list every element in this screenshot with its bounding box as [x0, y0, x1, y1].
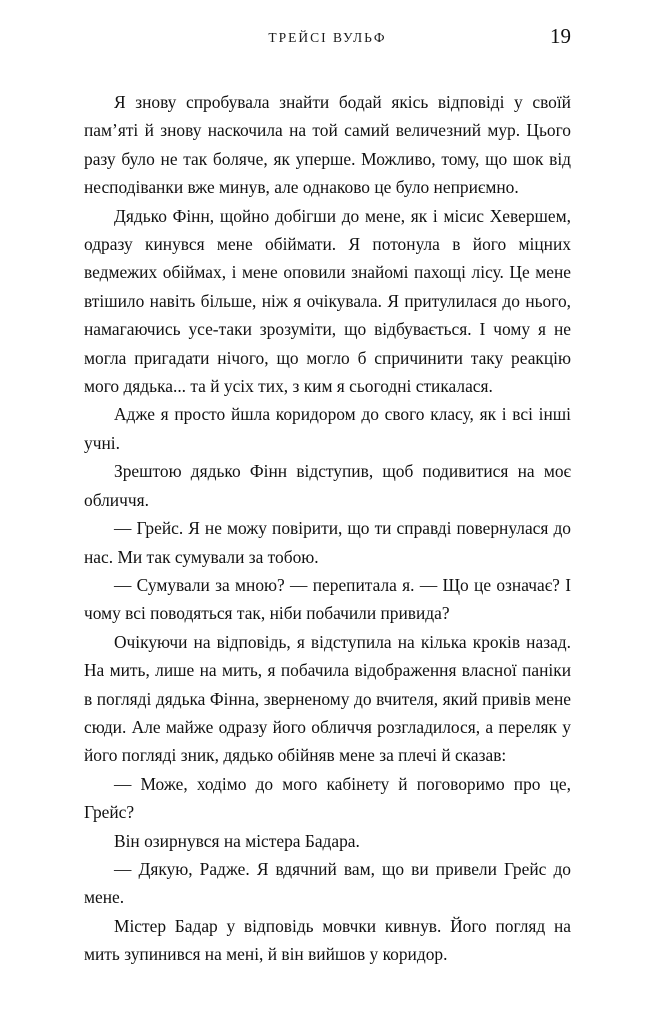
paragraph: Адже я просто йшла коридором до свого класу, як і всі інші учні. — [84, 404, 571, 453]
running-head-title: ТРЕЙСІ ВУЛЬФ — [268, 30, 387, 45]
paragraph: Він озирнувся на містера Бадара. — [114, 830, 360, 851]
paragraph: Зрештою дядько Фінн відступив, щоб подивитися на моє обличчя. — [84, 461, 571, 510]
paragraph: — Сумували за мною? — перепитала я. — Що це означає? І чому всі поводяться так, ніби побачили привида? — [84, 574, 571, 624]
running-head — [0, 24, 655, 60]
paragraph: Дядько Фінн, щойно добігши до мене, як і місис Хевершем, одразу кинувся мене обіймати. Я потонула в його міцних ведмежих обіймах, і мене оповили знайомі пахощі лісу. Це мене втішило навіть більше, ніж я очікувала. Я притулилася до нього, намагаючись усе-таки зрозуміти, що відбувається. І чому я не могла пригадати нічого, що могло б спричинити таку реакцію мого дядька... та й усіх тих, з ким я сьогодні стикалася. — [84, 205, 571, 397]
paragraph: Очікуючи на відповідь, я відступила на кілька кроків назад. На мить, лише на мить, я побачила відображення власної паніки в погляді дядька Фінна, зверненому до вчителя, який привів мене сюди. Але майже одразу його обличчя розгладилося, а переляк у його погляді зник, дядько обійняв мене за плечі й сказав: — [84, 631, 571, 766]
paragraph: — Грейс. Я не можу повірити, що ти справді повернулася до нас. Ми так сумували за тобою. — [84, 518, 571, 567]
body-text — [84, 88, 571, 969]
page-number: 19 — [550, 24, 571, 48]
paragraph: Я знову спробувала знайти бодай якісь відповіді у своїй пам’яті й знову наскочила на той самий величезний мур. Цього разу було не так боляче, як уперше. Можливо, тому, що шок від несподіванки вже минув, але однаково це було неприємно. — [84, 92, 571, 198]
paragraph: Містер Бадар у відповідь мовчки кивнув. Його погляд на мить зупинився на мені, й він вийшов у коридор. — [84, 915, 571, 965]
paragraph: — Може, ходімо до мого кабінету й поговоримо про це, Грейс? — [84, 773, 571, 823]
paragraph: — Дякую, Радже. Я вдячний вам, що ви привели Грейс до мене. — [84, 858, 571, 908]
